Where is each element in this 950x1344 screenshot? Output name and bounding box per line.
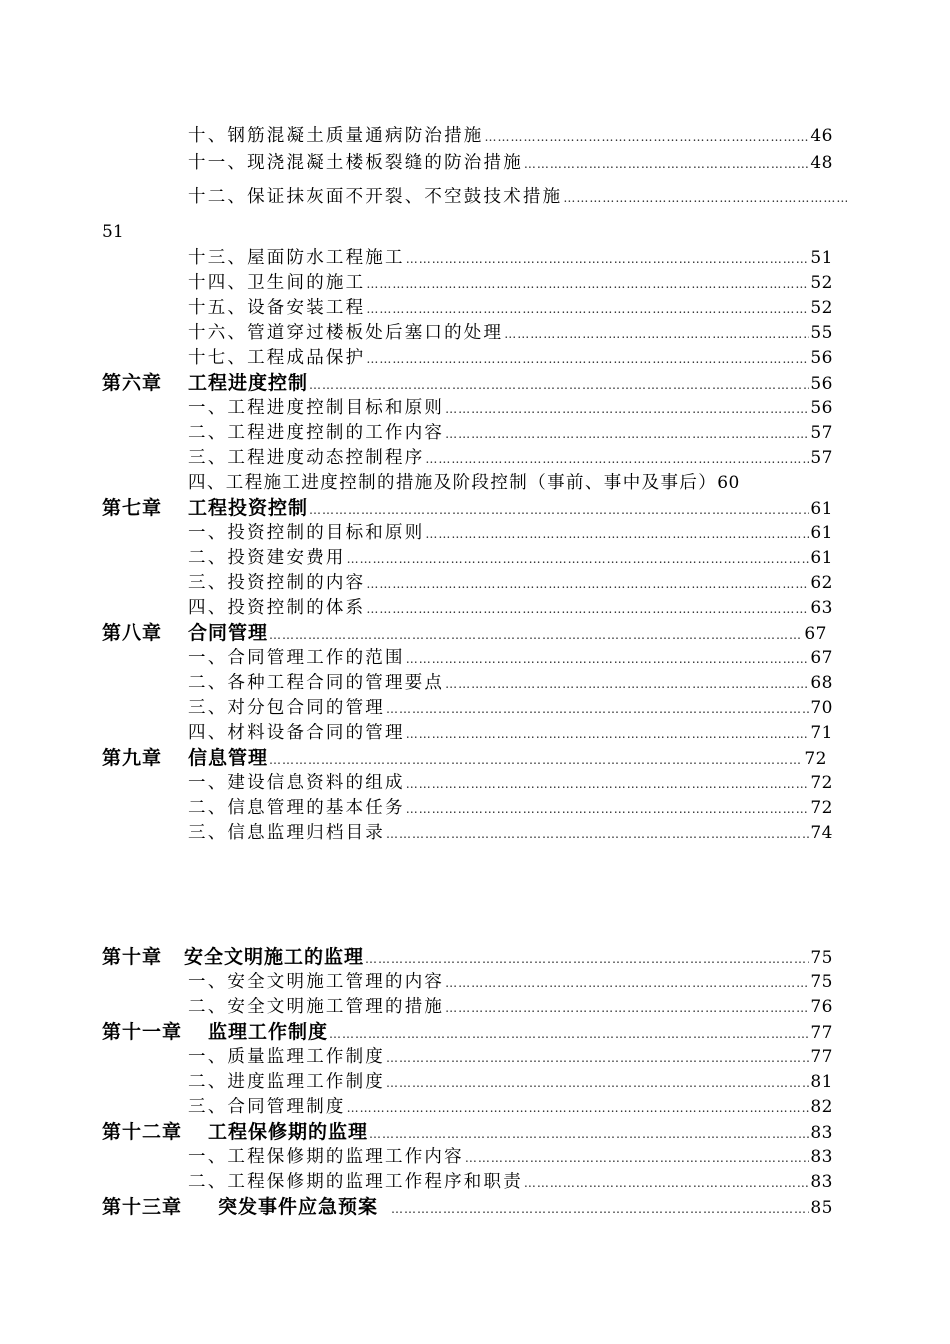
dot-leader [329,1022,809,1046]
toc-entry-title: 十、钢筋混凝土质量通病防治措施 [188,126,484,146]
toc-chapter[interactable] [102,746,827,770]
toc-entry-title: 二、进度监理工作制度 [188,1072,385,1092]
toc-entry[interactable] [188,1095,833,1119]
toc-entry[interactable] [188,1170,833,1194]
toc-entry-page: 56 [810,398,833,418]
dot-leader [347,547,810,571]
toc-entry-page: 48 [810,153,833,173]
chapter-title: 信息管理 [188,747,269,769]
chapter-title: 监理工作制度 [208,1021,329,1043]
dot-leader [406,722,810,746]
toc-entry[interactable] [188,1045,833,1069]
toc-entry-title: 二、工程进度控制的工作内容 [188,423,445,443]
toc-entry-title: 三、合同管理制度 [188,1097,346,1117]
chapter-title: 工程投资控制 [188,497,309,519]
toc-entry[interactable] [188,671,833,695]
toc-entry-title: 三、投资控制的内容 [188,573,366,593]
dot-leader [504,322,809,346]
toc-entry-title: 十三、屋面防水工程施工 [188,248,405,268]
toc-entry-title: 二、各种工程合同的管理要点 [188,673,445,693]
toc-entry[interactable] [188,1145,833,1169]
chapter-number: 第六章 [102,372,163,394]
dot-leader [366,297,809,321]
toc-chapter[interactable] [102,1020,833,1044]
toc-entry-page: 51 [810,248,833,268]
toc-entry[interactable] [188,421,833,445]
toc-entry[interactable] [188,296,833,320]
toc-entry-page: 61 [810,548,833,568]
toc-entry-title: 十二、保证抹灰面不开裂、不空鼓技术措施 [188,187,563,207]
toc-entry-page: 85 [810,1198,833,1218]
toc-entry-page: 63 [810,598,833,618]
toc-entry-page: 76 [810,997,833,1017]
toc-chapter[interactable] [102,496,833,520]
toc-entry[interactable] [188,1070,833,1094]
toc-entry[interactable] [188,471,833,495]
toc-entry[interactable] [188,446,833,470]
toc-entry-page: 67 [804,624,827,644]
dot-leader [366,597,809,621]
dot-leader [465,1146,810,1170]
chapter-title: 工程进度控制 [188,372,309,394]
toc-entry[interactable] [188,696,833,720]
chapter-number: 第七章 [102,497,163,519]
toc-entry[interactable] [188,721,833,745]
dot-leader [309,498,809,522]
toc-entry-page: 52 [810,273,833,293]
dot-leader [365,947,809,971]
toc-entry[interactable] [188,246,833,270]
dot-leader [406,797,810,821]
toc-entry[interactable] [188,521,833,545]
toc-entry[interactable] [188,321,833,345]
toc-entry[interactable] [188,124,833,148]
toc-entry-title: 二、工程保修期的监理工作程序和职责 [188,1172,523,1192]
toc-entry[interactable] [188,995,833,1019]
toc-entry-page: 61 [810,499,833,519]
toc-entry-page: 83 [810,1147,833,1167]
toc-entry[interactable] [188,596,833,620]
toc-entry-page: 77 [810,1023,833,1043]
toc-entry[interactable] [188,271,833,295]
chapter-number: 第八章 [102,622,163,644]
dot-leader [386,697,809,721]
toc-entry-title: 一、安全文明施工管理的内容 [188,972,445,992]
toc-entry-title: 一、投资控制的目标和原则 [188,523,425,543]
toc-entry-page: 56 [810,348,833,368]
toc-entry-page: 55 [810,323,833,343]
toc-entry-page: 77 [810,1047,833,1067]
dot-leader [386,1071,809,1095]
toc-entry-page: 70 [810,698,833,718]
toc-entry-page: 72 [810,773,833,793]
toc-entry[interactable] [188,771,833,795]
dot-leader [366,572,809,596]
toc-entry-page: 75 [810,972,833,992]
toc-chapter[interactable] [102,371,833,395]
toc-entry[interactable] [188,821,833,845]
toc-entry-title: 十一、现浇混凝土楼板裂缝的防治措施 [188,153,523,173]
chapter-number: 第十二章 [102,1121,183,1143]
toc-entry-page: 71 [810,723,833,743]
chapter-title: 突发事件应急预案 [218,1196,379,1218]
dot-leader [269,623,803,647]
dot-leader [369,1122,809,1146]
toc-entry-title: 一、工程保修期的监理工作内容 [188,1147,464,1167]
dot-leader [406,647,810,671]
toc-entry-title: 十四、卫生间的施工 [188,273,366,293]
chapter-title: 合同管理 [188,622,269,644]
toc-entry-page: 75 [810,948,833,968]
toc-entry-title: 二、安全文明施工管理的措施 [188,997,445,1017]
toc-entry-page: 72 [804,749,827,769]
toc-entry-page: 52 [810,298,833,318]
toc-entry-page: 74 [810,823,833,843]
dot-leader [386,1046,809,1070]
toc-entry[interactable] [188,396,833,420]
dot-leader [445,996,809,1020]
chapter-number: 第十三章 [102,1196,183,1218]
toc-entry[interactable] [188,185,848,209]
toc-entry-page: 67 [810,648,833,668]
toc-entry-page: 46 [810,126,833,146]
toc-entry-page: 51 [102,222,124,242]
toc-entry-page: 83 [810,1123,833,1143]
toc-entry[interactable] [188,546,833,570]
toc-entry[interactable] [188,346,833,370]
toc-entry-page: 81 [810,1072,833,1092]
dot-leader [524,152,809,176]
toc-entry-title: 三、信息监理归档目录 [188,823,385,843]
dot-leader [445,672,809,696]
toc-entry-title: 十五、设备安装工程 [188,298,366,318]
toc-entry-title: 二、信息管理的基本任务 [188,798,405,818]
dot-leader [406,772,810,796]
chapter-title: 安全文明施工的监理 [184,946,365,968]
chapter-number: 第十章 [102,946,163,968]
dot-leader [406,247,810,271]
dot-leader [366,347,809,371]
toc-chapter[interactable] [102,1120,833,1144]
toc-entry-page: 57 [810,448,833,468]
toc-entry[interactable] [188,796,833,820]
dot-leader [347,1096,810,1120]
toc-entry-title: 一、质量监理工作制度 [188,1047,385,1067]
chapter-number: 第十一章 [102,1021,183,1043]
toc-entry-page: 72 [810,798,833,818]
dot-leader [445,971,809,995]
toc-entry[interactable] [188,571,833,595]
toc-entry-title: 三、对分包合同的管理 [188,698,385,718]
dot-leader [269,748,803,772]
chapter-number: 第九章 [102,747,163,769]
toc-entry-title: 一、工程进度控制目标和原则 [188,398,445,418]
dot-leader [445,422,809,446]
dot-leader [445,397,809,421]
toc-entry-title: 二、投资建安费用 [188,548,346,568]
toc-entry[interactable] [188,151,833,175]
toc-chapter[interactable] [102,621,827,645]
toc-entry[interactable] [188,646,833,670]
dot-leader [485,125,810,149]
dot-leader [391,1197,809,1221]
toc-entry-page: 82 [810,1097,833,1117]
dot-leader [563,186,847,210]
toc-entry-title: 十六、管道穿过楼板处后塞口的处理 [188,323,504,343]
toc-entry-page: 60 [717,473,740,493]
toc-entry-title: 四、材料设备合同的管理 [188,723,405,743]
toc-entry-page: 62 [810,573,833,593]
chapter-title: 工程保修期的监理 [208,1121,369,1143]
toc-entry-page: 68 [810,673,833,693]
dot-leader [309,373,809,397]
dot-leader [386,822,809,846]
dot-leader [425,522,809,546]
toc-chapter[interactable] [102,945,833,969]
toc-entry-page: 56 [810,374,833,394]
toc-entry-title: 三、工程进度动态控制程序 [188,448,425,468]
toc-entry-page: 57 [810,423,833,443]
toc-entry-title: 四、投资控制的体系 [188,598,366,618]
toc-chapter[interactable] [102,1195,833,1219]
dot-leader [366,272,809,296]
toc-entry-title: 四、工程施工进度控制的措施及阶段控制（事前、事中及事后） [188,473,718,493]
dot-leader [425,447,809,471]
toc-entry[interactable] [188,970,833,994]
toc-entry-title: 一、合同管理工作的范围 [188,648,405,668]
dot-leader [524,1171,809,1195]
toc-entry-page: 83 [810,1172,833,1192]
toc-entry-title: 一、建设信息资料的组成 [188,773,405,793]
toc-entry-page: 61 [810,523,833,543]
toc-entry-title: 十七、工程成品保护 [188,348,366,368]
